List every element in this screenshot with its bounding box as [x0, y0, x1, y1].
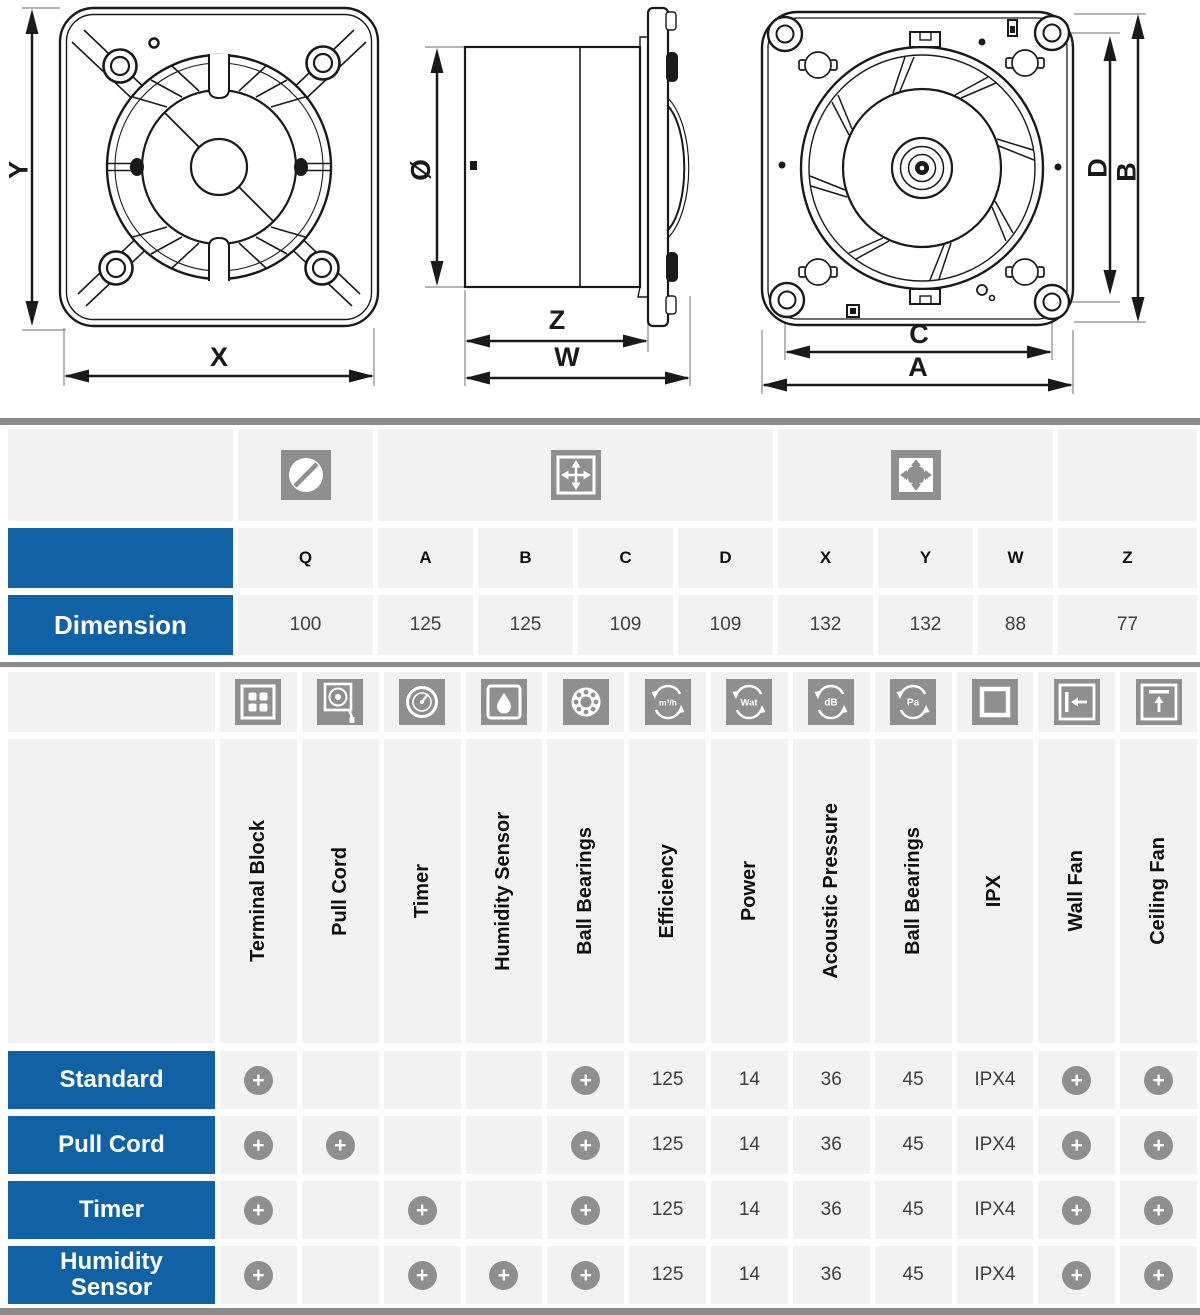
ceiling-fan-icon-cell — [1120, 672, 1197, 732]
dim-column-header: X — [778, 528, 873, 588]
feature-cell: 125 — [629, 1246, 706, 1304]
plus-icon: + — [244, 1261, 273, 1290]
feature-cell: 14 — [711, 1246, 788, 1304]
row-label-timer: Timer — [8, 1181, 215, 1239]
column-header-ball-bearings-2 — [875, 739, 952, 1043]
feature-row-standard — [8, 1051, 1197, 1109]
empty-cell — [8, 672, 215, 732]
feature-cell — [466, 1051, 543, 1109]
plus-icon: + — [1062, 1066, 1091, 1095]
feature-cell — [302, 1181, 379, 1239]
dimension-table — [8, 429, 1197, 655]
column-header-wall-fan — [1038, 739, 1115, 1043]
plus-icon: + — [244, 1066, 273, 1095]
frame-dimensions-icon-cell — [378, 429, 773, 521]
column-header-label: Pull Cord — [328, 846, 351, 936]
wall-fan-icon-cell — [1038, 672, 1115, 732]
feature-table — [8, 672, 1197, 1304]
diameter-icon — [281, 450, 331, 500]
decibel-arrows-icon — [808, 679, 854, 725]
column-header-ceiling-fan — [1120, 739, 1197, 1043]
feature-cell: 125 — [629, 1051, 706, 1109]
dim-column-header: D — [678, 528, 773, 588]
feature-cell: 36 — [793, 1246, 870, 1304]
timer-icon-cell — [384, 672, 461, 732]
dim-column-header: Q — [238, 528, 373, 588]
feature-cell — [302, 1116, 379, 1174]
humidity-sensor-icon — [481, 679, 527, 725]
plus-icon: + — [1062, 1261, 1091, 1290]
power-icon-cell — [711, 672, 788, 732]
feature-cell — [466, 1181, 543, 1239]
feature-cell — [1038, 1051, 1115, 1109]
dim-column-header: Y — [878, 528, 973, 588]
plus-icon: + — [571, 1196, 600, 1225]
dimension-value-row — [8, 595, 1197, 655]
dim-label-d: D — [1082, 158, 1113, 178]
timer-icon — [399, 679, 445, 725]
feature-cell: 45 — [875, 1246, 952, 1304]
front-view-drawing — [2, 0, 394, 400]
feature-cell: 36 — [793, 1181, 870, 1239]
feature-cell — [466, 1246, 543, 1304]
feature-cell — [384, 1181, 461, 1239]
feature-cell: 45 — [875, 1181, 952, 1239]
plus-icon: + — [244, 1196, 273, 1225]
plus-icon: + — [1144, 1196, 1173, 1225]
empty-cell — [8, 739, 215, 1043]
column-header-efficiency — [629, 739, 706, 1043]
plus-icon: + — [244, 1131, 273, 1160]
plus-icon: + — [1144, 1131, 1173, 1160]
efficiency-icon-cell — [629, 672, 706, 732]
feature-cell — [302, 1051, 379, 1109]
ball-bearings-icon-cell — [547, 672, 624, 732]
feature-cell — [547, 1116, 624, 1174]
feature-cell: 36 — [793, 1116, 870, 1174]
feature-cell — [220, 1246, 297, 1304]
dim-column-header: W — [978, 528, 1053, 588]
acoustic-pressure-icon-cell — [793, 672, 870, 732]
feature-cell: IPX4 — [957, 1246, 1034, 1304]
feature-cell: 14 — [711, 1116, 788, 1174]
column-header-label: Ceiling Fan — [1147, 837, 1170, 945]
column-header-label: IPX — [983, 874, 1006, 908]
feature-cell — [1120, 1116, 1197, 1174]
plus-icon: + — [489, 1261, 518, 1290]
column-header-terminal-block — [220, 739, 297, 1043]
feature-cell: IPX4 — [957, 1051, 1034, 1109]
dim-value-cell: 125 — [478, 595, 573, 655]
dim-value-cell: 132 — [778, 595, 873, 655]
humidity-sensor-icon-cell — [466, 672, 543, 732]
feature-cell — [466, 1116, 543, 1174]
plus-icon: + — [571, 1261, 600, 1290]
ipx-icon-cell — [957, 672, 1034, 732]
terminal-block-icon-cell — [220, 672, 297, 732]
feature-cell: 45 — [875, 1051, 952, 1109]
feature-cell — [220, 1181, 297, 1239]
dim-label-y: Y — [3, 160, 34, 180]
diameter-icon-cell — [238, 429, 373, 521]
feature-cell: IPX4 — [957, 1181, 1034, 1239]
column-header-label: Acoustic Pressure — [819, 803, 842, 979]
frame-dimensions-icon — [551, 450, 601, 500]
column-header-label: Ball Bearings — [901, 827, 924, 955]
plus-icon: + — [571, 1131, 600, 1160]
dim-column-header: Z — [1058, 528, 1197, 588]
dimension-row-label: Dimension — [8, 595, 233, 655]
feature-row-humidity-sensor — [8, 1246, 1197, 1304]
feature-cell: 14 — [711, 1181, 788, 1239]
pascal-icon-cell — [875, 672, 952, 732]
feature-cell: IPX4 — [957, 1116, 1034, 1174]
feature-cell — [547, 1181, 624, 1239]
pull-cord-icon-cell — [302, 672, 379, 732]
column-header-ball-bearings — [547, 739, 624, 1043]
airflow-arrows-icon — [645, 679, 691, 725]
dim-column-header: B — [478, 528, 573, 588]
column-header-power — [711, 739, 788, 1043]
row-label-pull-cord: Pull Cord — [8, 1116, 215, 1174]
ball-bearings-icon — [563, 679, 609, 725]
dim-label-a: A — [908, 352, 928, 382]
column-header-timer — [384, 739, 461, 1043]
feature-cell — [1038, 1116, 1115, 1174]
watt-arrows-icon — [726, 679, 772, 725]
column-header-label: Efficiency — [656, 843, 679, 939]
dim-value-cell: 100 — [238, 595, 373, 655]
feature-cell — [1038, 1246, 1115, 1304]
column-header-label: Humidity Sensor — [492, 811, 515, 971]
plus-icon: + — [408, 1196, 437, 1225]
section-divider — [0, 662, 1200, 667]
dim-value-cell: 132 — [878, 595, 973, 655]
empty-cell — [8, 429, 233, 521]
ipx-icon — [972, 679, 1018, 725]
pascal-arrows-icon — [890, 679, 936, 725]
icon-text: dB — [824, 697, 838, 709]
feature-cell: 125 — [629, 1116, 706, 1174]
feature-header-row — [8, 739, 1197, 1043]
dim-value-cell: 77 — [1058, 595, 1197, 655]
dim-value-cell: 125 — [378, 595, 473, 655]
column-header-label: Timer — [410, 863, 433, 919]
column-header-humidity-sensor — [466, 739, 543, 1043]
overall-dimensions-icon-cell — [778, 429, 1053, 521]
dimension-icon-row — [8, 429, 1197, 521]
side-view-drawing — [400, 0, 735, 400]
column-header-label: Terminal Block — [246, 820, 269, 962]
plus-icon: + — [326, 1131, 355, 1160]
feature-row-timer — [8, 1181, 1197, 1239]
feature-cell — [384, 1116, 461, 1174]
feature-row-pull-cord — [8, 1116, 1197, 1174]
dim-value-cell: 109 — [578, 595, 673, 655]
dimension-header-row — [8, 528, 1197, 588]
feature-cell — [1120, 1246, 1197, 1304]
feature-cell: 14 — [711, 1051, 788, 1109]
row-label-humidity-sensor: Humidity Sensor — [8, 1246, 215, 1304]
feature-cell — [1120, 1181, 1197, 1239]
dim-column-header: C — [578, 528, 673, 588]
back-view-drawing — [728, 0, 1200, 400]
plus-icon: + — [1144, 1066, 1173, 1095]
column-header-label: Wall Fan — [1065, 850, 1088, 932]
dim-column-header: A — [378, 528, 473, 588]
column-header-pull-cord — [302, 739, 379, 1043]
icon-text: Wat — [740, 697, 758, 709]
row-label-standard: Standard — [8, 1051, 215, 1109]
column-header-acoustic-pressure — [793, 739, 870, 1043]
pull-cord-icon — [317, 679, 363, 725]
feature-cell: 45 — [875, 1116, 952, 1174]
column-header-label: Ball Bearings — [574, 827, 597, 955]
feature-cell — [220, 1051, 297, 1109]
plus-icon: + — [1062, 1196, 1091, 1225]
dim-label-c: C — [909, 319, 929, 349]
ceiling-fan-icon — [1136, 679, 1182, 725]
dim-label-z: Z — [548, 305, 566, 335]
dimension-header-spacer — [8, 528, 233, 588]
section-divider — [0, 418, 1200, 425]
dim-label-w: W — [554, 342, 580, 372]
feature-cell — [384, 1051, 461, 1109]
feature-cell — [384, 1246, 461, 1304]
column-header-ipx — [957, 739, 1034, 1043]
terminal-block-icon — [235, 679, 281, 725]
dim-value-cell: 88 — [978, 595, 1053, 655]
technical-drawings — [0, 0, 1200, 408]
empty-cell — [1058, 429, 1197, 521]
plus-icon: + — [1144, 1261, 1173, 1290]
plus-icon: + — [1062, 1131, 1091, 1160]
plus-icon: + — [571, 1066, 600, 1095]
dim-value-cell: 109 — [678, 595, 773, 655]
wall-fan-icon — [1054, 679, 1100, 725]
icon-text: m³/h — [658, 697, 677, 708]
feature-cell — [1038, 1181, 1115, 1239]
feature-cell — [547, 1051, 624, 1109]
feature-cell: 125 — [629, 1181, 706, 1239]
feature-icon-row — [8, 672, 1197, 732]
dim-label-diameter: Ø — [404, 159, 436, 181]
dim-label-x: X — [209, 342, 229, 372]
overall-dimensions-icon — [891, 450, 941, 500]
feature-cell — [220, 1116, 297, 1174]
plus-icon: + — [408, 1261, 437, 1290]
dim-label-b: B — [1111, 162, 1142, 182]
feature-cell — [547, 1246, 624, 1304]
icon-text: Pa — [906, 697, 920, 709]
column-header-label: Power — [737, 860, 760, 922]
feature-cell: 36 — [793, 1051, 870, 1109]
feature-cell — [1120, 1051, 1197, 1109]
feature-cell — [302, 1246, 379, 1304]
